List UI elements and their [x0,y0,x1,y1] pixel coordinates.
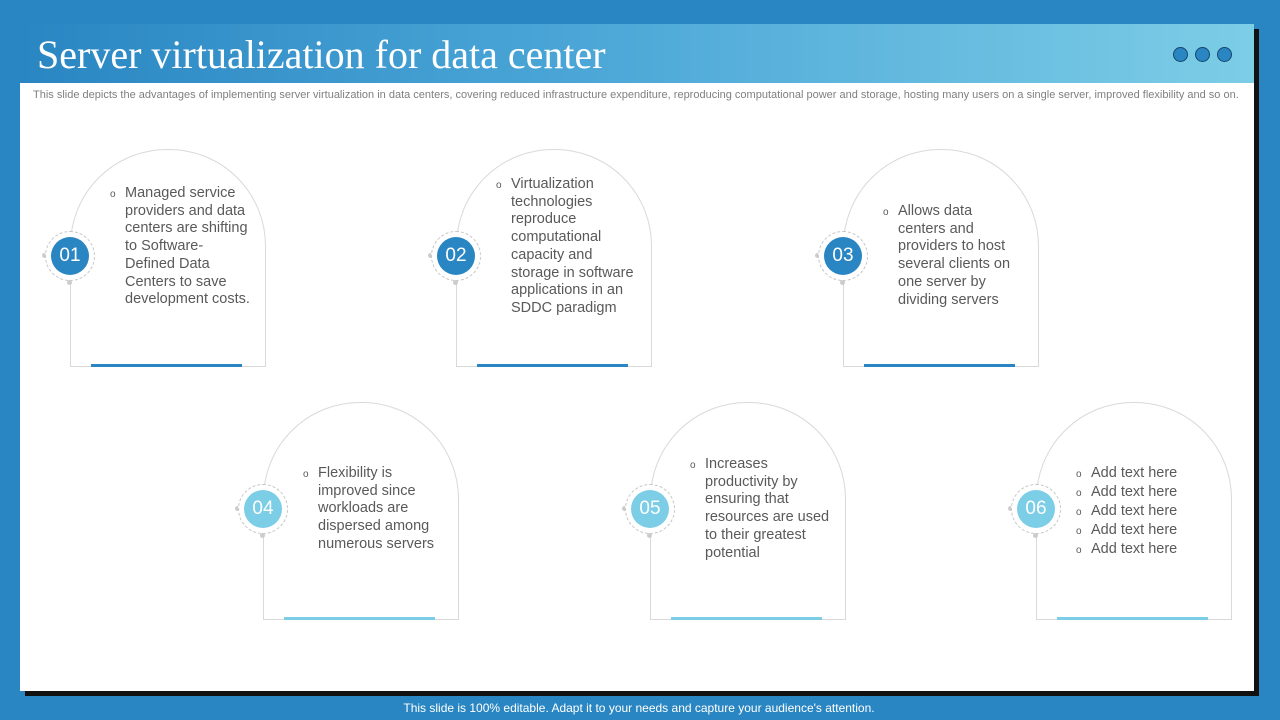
bullet-text: Managed service providers and data centers are shifting to Software-Defined Data Centers to save development costs. [125,185,250,308]
hollow-circle-bullet-icon: o [1076,488,1082,499]
bullet-item [303,465,443,554]
bullet-item [883,203,1023,309]
hollow-circle-bullet-icon: o [496,180,502,191]
connector-dot [647,533,652,538]
advantage-card-02 [445,149,652,367]
hollow-circle-bullet-icon: o [1076,469,1082,480]
title-bar [20,24,1254,83]
connector-dot [260,533,265,538]
bullet-text: Virtualization technologies reproduce computational capacity and storage in software applications in an SDDC paradigm [511,176,634,316]
bullet-text: Add text here [1091,465,1178,481]
card-text [496,176,636,318]
page-title: Server virtualization for data center [37,32,606,77]
card-accent-bar [477,364,628,367]
number-badge-ring [45,231,95,281]
hollow-circle-bullet-icon: o [883,207,889,218]
hollow-circle-bullet-icon: o [303,469,309,480]
connector-dot [67,280,72,285]
hollow-circle-bullet-icon: o [110,189,116,200]
bullet-text: Allows data centers and providers to host several clients on one server by dividing servers [898,203,1011,308]
three-dots-icon [1173,47,1232,62]
number-badge-ring [625,484,675,534]
number-badge-ring [238,484,288,534]
dot-icon [1195,47,1210,62]
bullet-text: Add text here [1091,503,1178,519]
hollow-circle-bullet-icon: o [1076,526,1082,537]
number-badge: 05 [631,490,669,528]
number-badge-ring [1011,484,1061,534]
bullet-item [1076,503,1216,522]
card-accent-bar [284,617,435,620]
slide-description: This slide depicts the advantages of implementing server virtualization in data centers, covering reduced infrastructure expenditure, reproducing computational power and storage, hosting many users on a single server, improved flexibility and so on. [33,89,1239,101]
advantage-card-01 [59,149,266,367]
card-text [1076,465,1216,560]
hollow-circle-bullet-icon: o [690,460,696,471]
card-text [883,203,1023,309]
bullet-item [110,185,250,309]
bullet-item [690,456,830,562]
number-badge: 04 [244,490,282,528]
bullet-item [1076,522,1216,541]
number-badge: 06 [1017,490,1055,528]
bullet-text: Increases productivity by ensuring that resources are used to their greatest potential [705,456,830,561]
bullet-item [496,176,636,318]
number-badge-ring [818,231,868,281]
number-badge: 01 [51,237,89,275]
number-badge: 03 [824,237,862,275]
number-badge: 02 [437,237,475,275]
bullet-text: Add text here [1091,522,1178,538]
advantage-card-03 [832,149,1039,367]
dot-icon [1173,47,1188,62]
footer-note: This slide is 100% editable. Adapt it to your needs and capture your audience's attention. [403,701,875,715]
card-accent-bar [1057,617,1208,620]
bullet-item [1076,484,1216,503]
hollow-circle-bullet-icon: o [1076,545,1082,556]
card-accent-bar [864,364,1015,367]
card-text [303,465,443,554]
connector-dot [1033,533,1038,538]
bullet-text: Flexibility is improved since workloads are dispersed among numerous servers [318,465,435,552]
hollow-circle-bullet-icon: o [1076,507,1082,518]
card-text [110,185,250,309]
bullet-item [1076,465,1216,484]
number-badge-ring [431,231,481,281]
advantage-card-06 [1025,402,1232,620]
connector-dot [840,280,845,285]
bullet-text: Add text here [1091,484,1178,500]
advantage-card-04 [252,402,459,620]
dot-icon [1217,47,1232,62]
slide [20,24,1254,691]
connector-dot [453,280,458,285]
card-text [690,456,830,562]
bullet-text: Add text here [1091,541,1178,557]
advantage-card-05 [639,402,846,620]
card-accent-bar [91,364,242,367]
bullet-item [1076,541,1216,560]
card-accent-bar [671,617,822,620]
